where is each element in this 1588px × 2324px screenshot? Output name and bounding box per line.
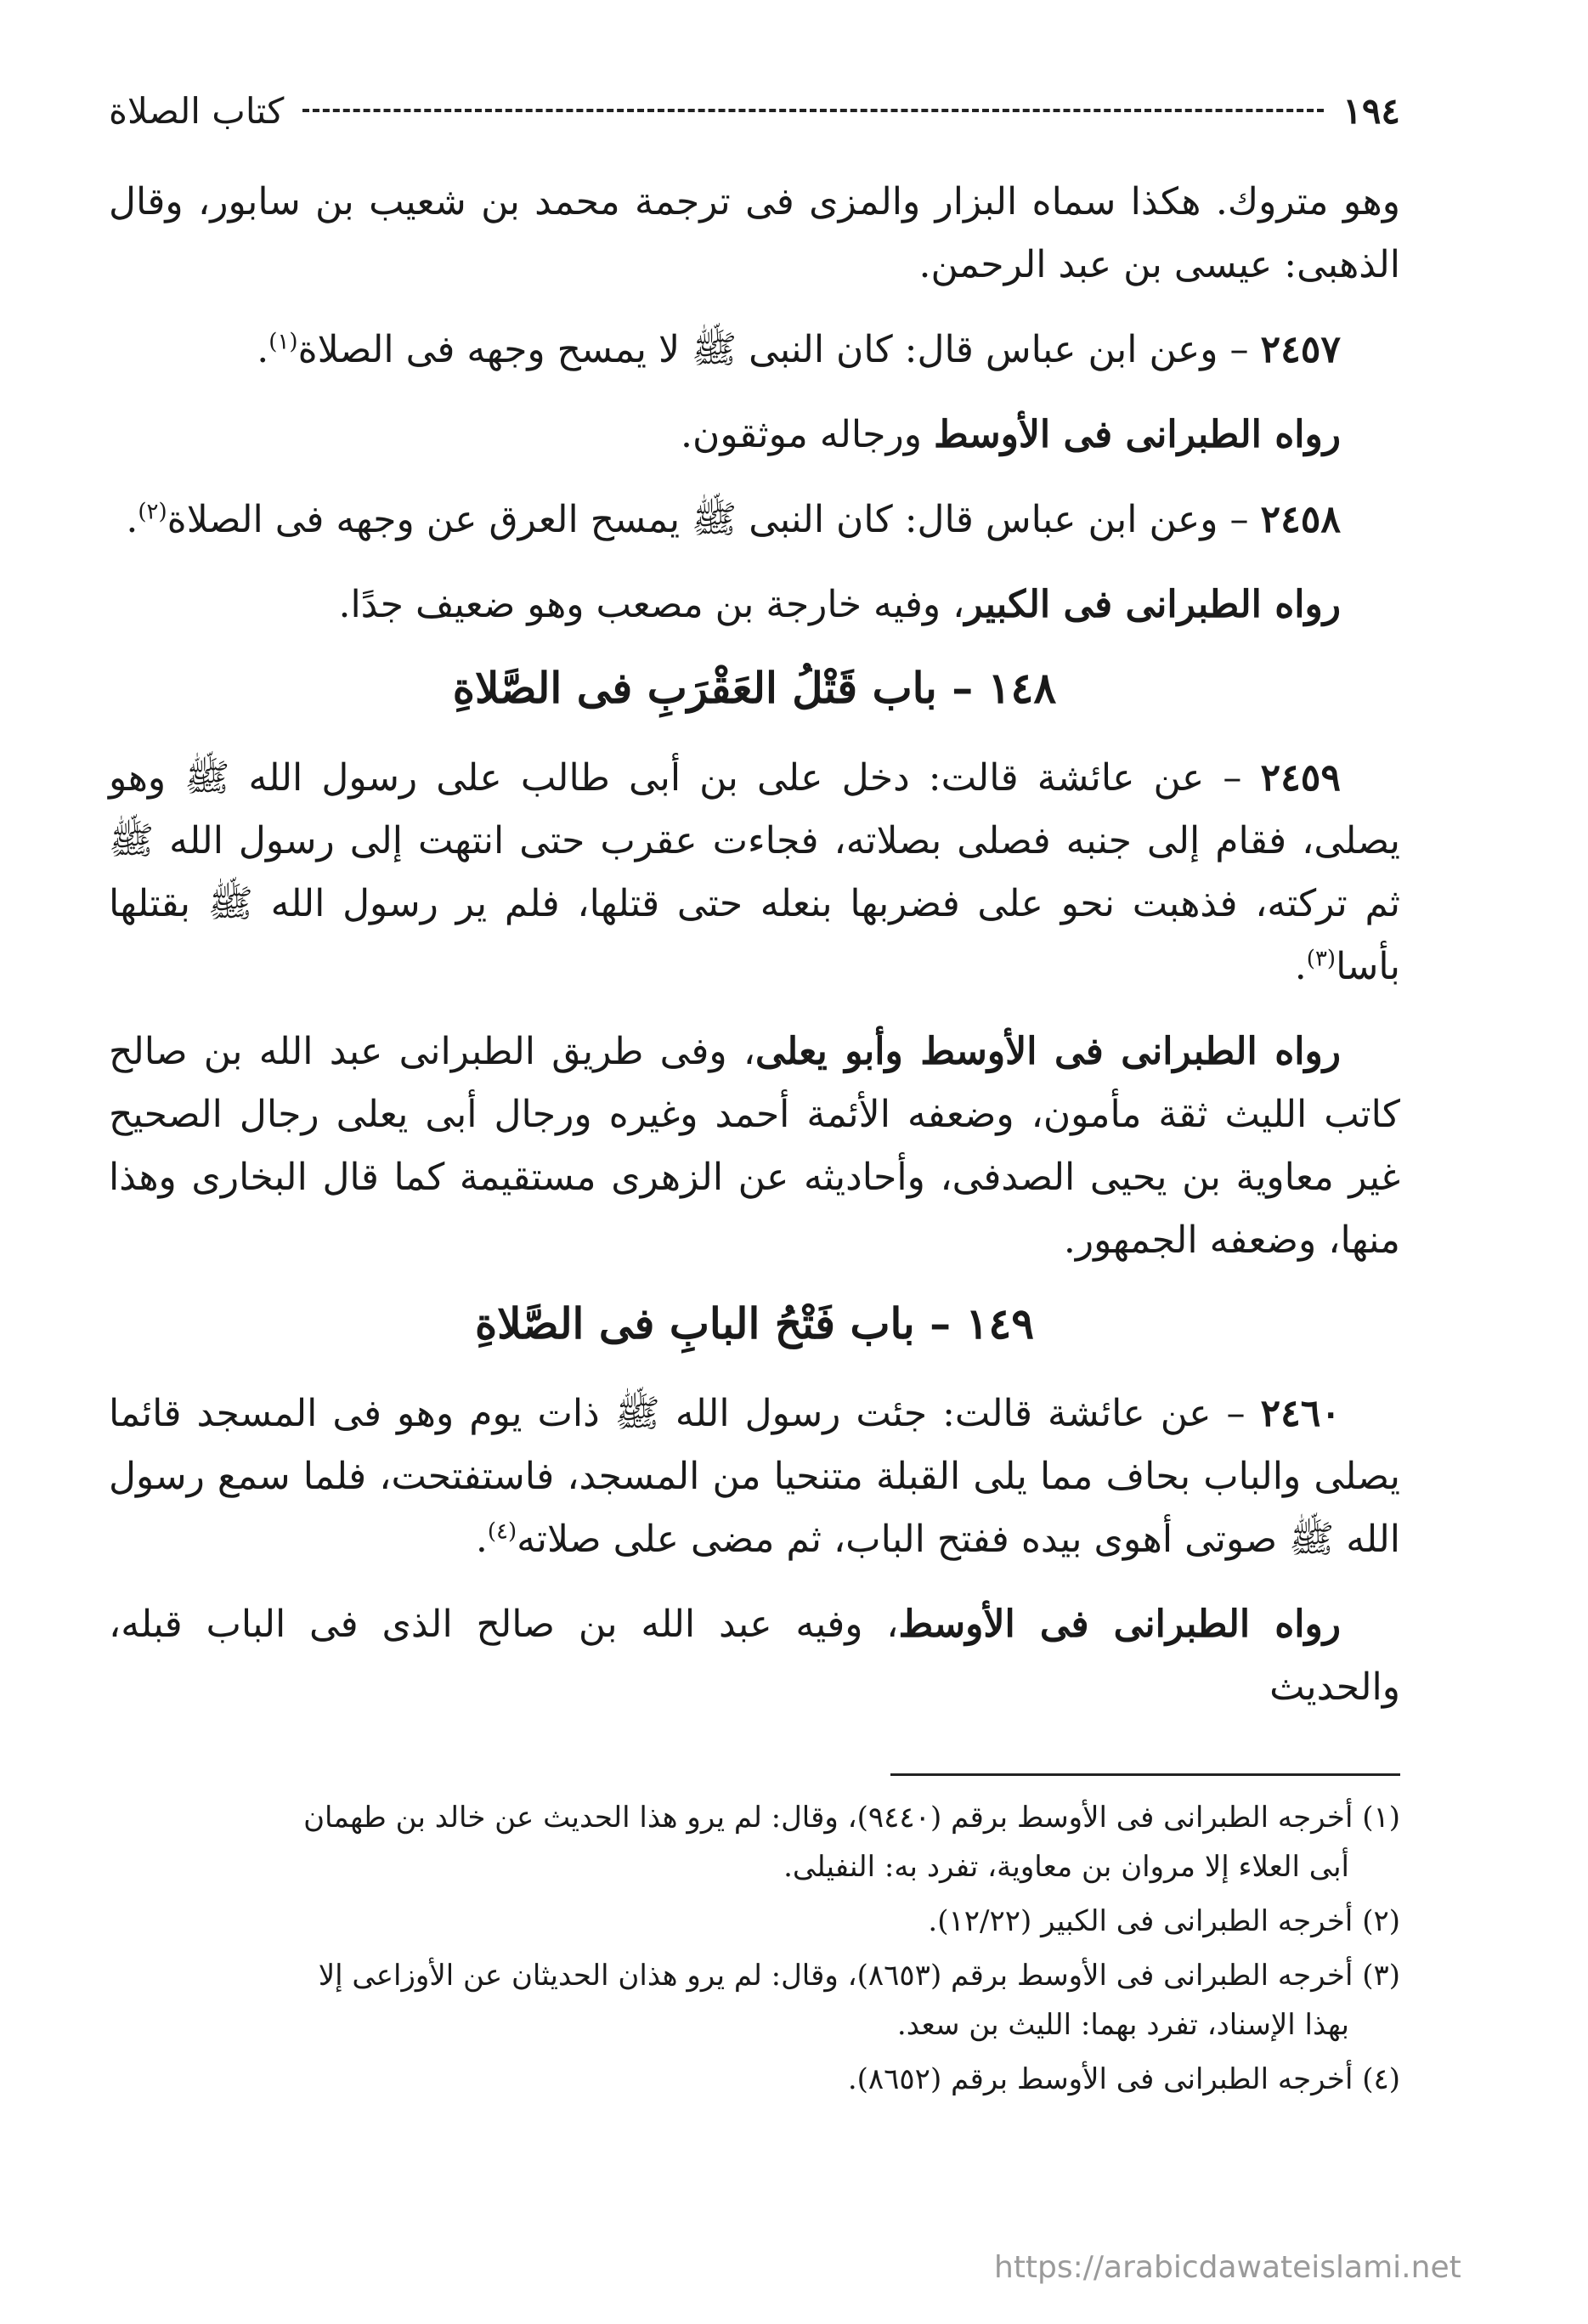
narration-2459 xyxy=(109,1021,1400,1272)
book-page xyxy=(109,81,1400,2109)
paragraph-text: وهو متروك. هكذا سماه البزار والمزى فى ترجمة محمد بن شعيب بن سابور، وقال الذهبى: عيسى بن عبد الرحمن. xyxy=(109,180,1400,286)
narration-text: ورجاله موثقون. xyxy=(681,413,934,456)
footnote-line: (٢) أخرجه الطبرانى فى الكبير (١٢/٢٢). xyxy=(928,1904,1400,1938)
chapter-heading-148: ١٤٨ – باب قَتْلُ العَقْرَبِ فى الصَّلاةِ xyxy=(452,663,1057,713)
narration-text: ، وفيه عبد الله بن صالح الذى فى الباب قبله، والحديث xyxy=(109,1603,1400,1709)
narration-source: رواه الطبرانى فى الأوسط xyxy=(933,413,1341,456)
hadith-2457 xyxy=(109,319,1400,382)
hadith-number: ٢٤٥٩ xyxy=(1260,756,1341,800)
footnote-line: (٤) أخرجه الطبرانى فى الأوسط برقم (٨٦٥٢). xyxy=(847,2062,1400,2096)
narration-text: ، وفى طريق الطبرانى عبد الله بن صالح كاتب الليث ثقة مأمون، وضعفه الأئمة أحمد وغيره ورجال أبى يعلى رجال الصحيح غير معاوية بن يحيى الصدفى، وأحاديثه عن الزهرى مستقيمة كما قال البخارى وهذا منها، وضعفه الجمهور. xyxy=(109,1030,1400,1262)
hadith-text: – عن عائشة قالت: دخل على بن أبى طالب على رسول الله ﷺ وهو يصلى، فقام إلى جنبه فصلى بصلاته، فجاءت عقرب حتى انتهت إلى رسول الله ﷺ ثم تركته، فذهبت نحو على فضربها بنعله حتى قتلها، فلم ير رسول الله ﷺ بقتلها بأسا xyxy=(109,756,1401,988)
footnote-ref: (١) xyxy=(268,329,298,355)
page-header xyxy=(109,81,1400,140)
hadith-end: . xyxy=(257,328,269,371)
footnote-1 xyxy=(109,1793,1400,1891)
chapter-heading-149: ١٤٩ – باب فَتْحُ البابِ فى الصَّلاةِ xyxy=(474,1298,1035,1349)
footnote-line: (٣) أخرجه الطبرانى فى الأوسط برقم (٨٦٥٣)، وقال: لم يرو هذان الحديثان عن الأوزاعى إلا xyxy=(318,1959,1400,1993)
footnote-3 xyxy=(109,1951,1400,2050)
footnote-ref: (٣) xyxy=(1306,946,1337,972)
hadith-end: . xyxy=(475,1518,488,1561)
hadith-text: – عن عائشة قالت: جئت رسول الله ﷺ ذات يوم وهو فى المسجد قائما يصلى والباب بحاف مما يلى القبلة متنحيا من المسجد، فاستفتحت، فلما سمع رسول الله ﷺ صوتى أهوى بيده ففتح الباب، ثم مضى على صلاته xyxy=(109,1392,1400,1561)
footnote-line-continued: أبى العلاء إلا مروان بن معاوية، تفرد به: النفيلى. xyxy=(783,1850,1349,1884)
footnote-ref: (٢) xyxy=(138,499,167,525)
footnote-2 xyxy=(109,1897,1400,1946)
narration-2458 xyxy=(109,574,1400,636)
narration-source: رواه الطبرانى فى الأوسط xyxy=(898,1603,1341,1646)
hadith-text: – وعن ابن عباس قال: كان النبى ﷺ يمسح العرق عن وجهه فى الصلاة xyxy=(167,498,1261,541)
hadith-2460 xyxy=(109,1383,1400,1571)
page-number: ١٩٤ xyxy=(1342,89,1400,132)
footnote-line: (١) أخرجه الطبرانى فى الأوسط برقم (٩٤٤٠)، وقال: لم يرو هذا الحديث عن خالد بن طهمان xyxy=(303,1801,1400,1835)
hadith-text: – وعن ابن عباس قال: كان النبى ﷺ لا يمسح وجهه فى الصلاة xyxy=(297,328,1261,371)
narration-source: رواه الطبرانى فى الأوسط وأبو يعلى xyxy=(755,1030,1342,1073)
hadith-2458 xyxy=(109,489,1400,551)
hadith-number: ٢٤٥٧ xyxy=(1260,328,1341,371)
narration-2460 xyxy=(109,1593,1400,1719)
running-title: كتاب الصلاة xyxy=(109,89,285,132)
hadith-number: ٢٤٦٠ xyxy=(1260,1392,1341,1435)
footnote-4 xyxy=(109,2055,1400,2104)
narration-source: رواه الطبرانى فى الكبير xyxy=(964,583,1341,626)
narration-2457 xyxy=(109,404,1400,466)
hadith-end: . xyxy=(1294,945,1307,988)
footnote-line-continued: بهذا الإسناد، تفرد بهما: الليث بن سعد. xyxy=(896,2008,1349,2042)
header-dashed-divider xyxy=(302,109,1324,112)
watermark-url: https://arabicdawateislami.net xyxy=(994,2250,1461,2285)
narration-text: ، وفيه خارجة بن مصعب وهو ضعيف جدًا. xyxy=(338,583,965,626)
hadith-2459 xyxy=(109,747,1400,998)
hadith-end: . xyxy=(126,498,138,541)
footnote-divider xyxy=(890,1773,1400,1776)
footnote-ref: (٤) xyxy=(487,1518,517,1545)
paragraph-continuation xyxy=(109,171,1400,297)
hadith-number: ٢٤٥٨ xyxy=(1260,498,1341,541)
